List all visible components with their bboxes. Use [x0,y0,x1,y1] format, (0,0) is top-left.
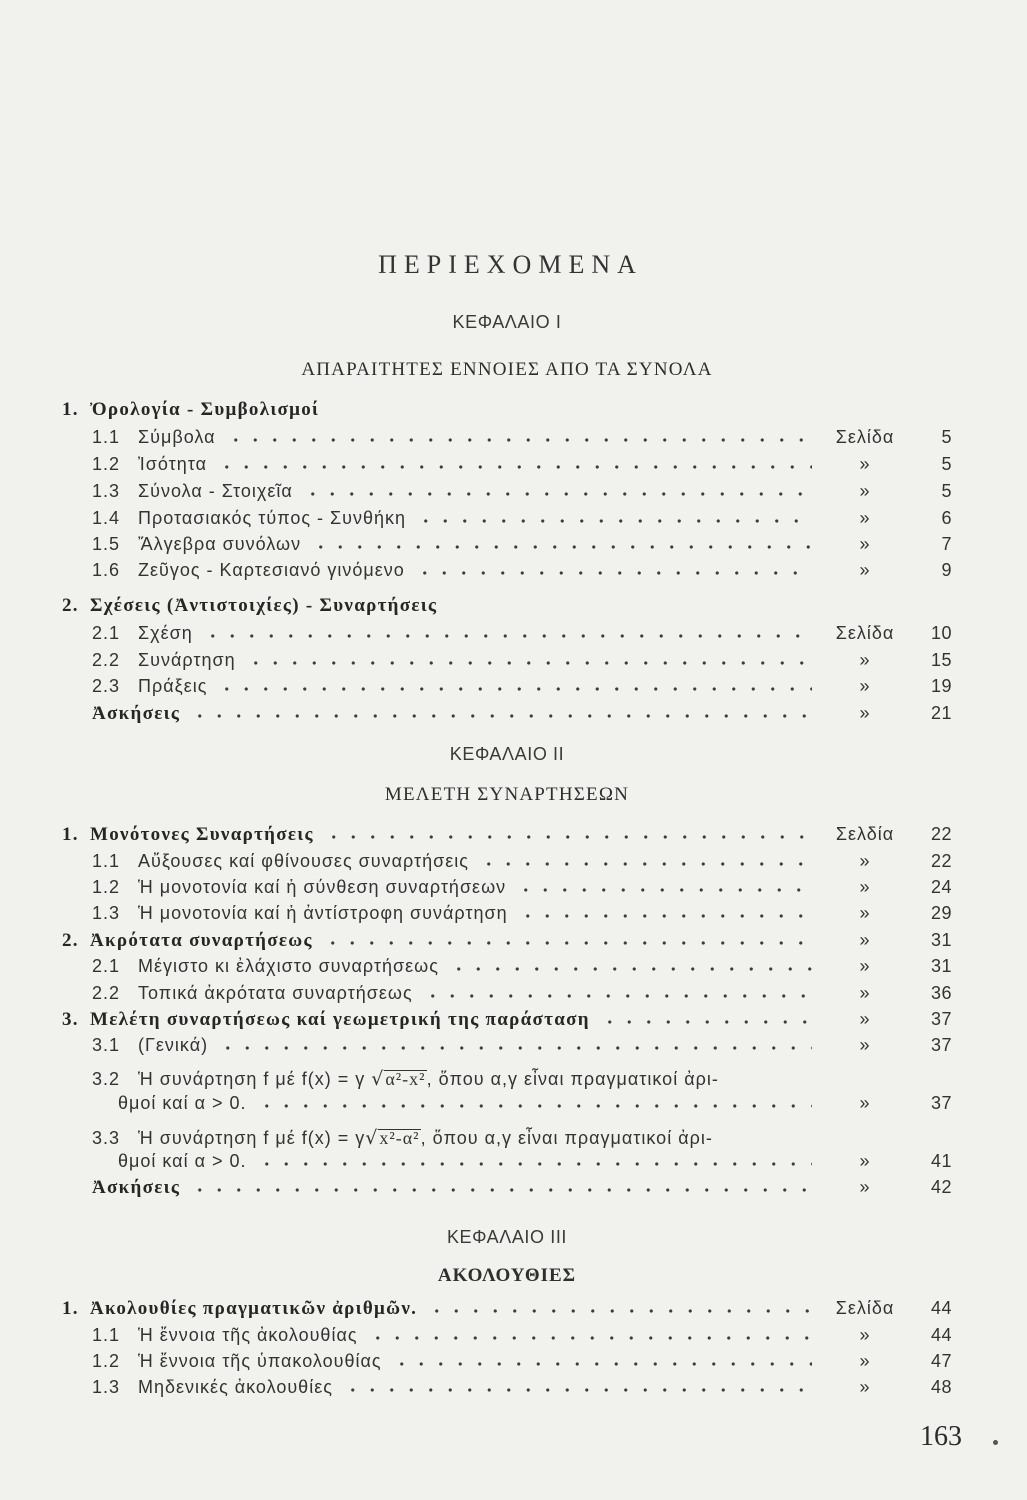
chapter-label: ΚΕΦΑΛΑΙΟ ΙΙΙ [446,1227,568,1247]
dot-leader [427,1307,812,1315]
toc-entry [92,1033,952,1057]
dot-leader [518,912,812,920]
dot-leader [415,569,812,577]
chapter-label: ΚΕΦΑΛΑΙΟ Ι [452,312,562,332]
toc-exercises [92,1175,952,1199]
entry-title: Ἄλγεβρα συνόλων [138,534,302,554]
page-number: 9 [941,560,952,580]
page-number: 22 [930,851,952,871]
page-number: 42 [930,1177,952,1197]
entry-title [138,1067,719,1091]
entry-number: 2.2 [92,983,121,1003]
page-number: 5 [941,427,952,447]
page-ref-label: » [859,676,871,696]
entry-title: Σχέση [138,623,193,643]
entry-number: 3.1 [92,1035,121,1055]
entry-title: Ζεῦγος - Καρτεσιανό γινόμενο [138,560,405,580]
entry-title: Ἰσότητα [138,454,208,474]
toc-entry [92,674,952,698]
dot-leader [257,1160,812,1168]
page-number: 36 [930,983,952,1003]
dot-leader [190,712,812,720]
entry-title: Μέγιστο κι ἐλάχιστο συναρτήσεως [138,956,439,976]
radicand: x²-α² [379,1128,420,1148]
toc-section [62,1296,952,1320]
dot-leader [218,1044,812,1052]
entry-number: 1.5 [92,534,121,554]
toc-entry [92,532,952,556]
folio-page-number: 163 [920,1421,962,1452]
radical-sign: √ [365,1127,379,1149]
toc-entry-continuation [118,1091,952,1115]
page-ref-label: » [859,903,871,923]
page-number: 19 [930,676,952,696]
page-ref-label: » [859,481,871,501]
page-number: 6 [941,508,952,528]
page-number: 5 [941,454,952,474]
page-number: 22 [930,824,952,844]
page-ref-label: » [859,534,871,554]
chapter-label: ΚΕΦΑΛΑΙΟ ΙΙ [449,744,565,764]
dot-leader [257,1102,812,1110]
page-number: 10 [930,623,952,643]
entry-title: Ἡ ἔννοια τῆς ὑπακολουθίας [138,1351,382,1371]
toc-entry-continuation [118,1149,952,1173]
toc-entry [92,1349,952,1373]
page-ref-label: » [859,877,871,897]
entry-number: 2.2 [92,650,121,670]
toc-section [62,928,952,952]
toc-entry [92,1323,952,1347]
toc-entry-formula [92,1126,952,1150]
entry-number: 1.3 [92,481,121,501]
dot-leader [323,939,812,947]
toc-entry [92,875,952,899]
entry-title: Ἡ μονοτονία καί ἡ ἀντίστροφη συνάρτηση [138,903,508,923]
entry-number: 1.2 [92,877,121,897]
toc-entry [92,648,952,672]
entry-title-continued: θμοί καί α > 0. [118,1093,247,1113]
entry-title: Πράξεις [138,676,208,696]
page-ref-label: Σελδία [835,824,895,844]
formula-suffix: , ὅπου α,γ εἶναι πραγματικοί ἀρι- [420,1128,713,1148]
entry-title: Συνάρτηση [138,650,236,670]
entry-number: 1.2 [92,454,121,474]
section-title: Ἀκολουθίες πραγματικῶν ἀριθμῶν. [90,1298,418,1319]
entry-title-continued: θμοί καί α > 0. [118,1151,247,1171]
section-title: Σχέσεις (Ἀντιστοιχίες) - Συναρτήσεις [90,595,438,616]
entry-number: 1.2 [92,1351,121,1371]
radicand: α²-x² [385,1069,426,1089]
entry-number: 1.6 [92,560,121,580]
entry-number: 2.1 [92,956,121,976]
page-ref-label: » [859,508,871,528]
page-ref-label: » [859,983,871,1003]
dot-leader [449,965,812,973]
entry-number: 1.1 [92,851,121,871]
page-number: 7 [941,534,952,554]
page-ref-label: » [859,956,871,976]
page-ref-label: » [859,560,871,580]
entry-title: Ἡ ἔννοια τῆς ἀκολουθίας [138,1325,358,1345]
page-number: 24 [930,877,952,897]
toc-entry [92,558,952,582]
entry-title [138,1126,713,1150]
dot-leader [246,659,812,667]
page-ref-label: Σελίδα [835,1298,895,1318]
dot-leader [203,632,812,640]
page-ref-label: Σελίδα [835,623,895,643]
entry-number: 1.3 [92,1377,121,1397]
page-number: 47 [930,1351,952,1371]
formula-prefix: Ἡ συνάρτηση f μέ f(x) = γ [138,1128,366,1148]
entry-title: Αὔξουσες καί φθίνουσες συναρτήσεις [138,851,469,871]
dot-leader [392,1360,812,1368]
page-ref-label: » [859,930,871,950]
dot-leader [190,1186,812,1194]
page-ref-label: » [859,1009,871,1029]
section-number: 1. [62,824,79,845]
page-ref-label: » [859,703,871,723]
page-ref-label: » [859,1035,871,1055]
section-title: Ὀρολογία - Συμβολισμοί [90,399,320,420]
toc-exercises [92,701,952,725]
exercises-title: Ἀσκήσεις [92,1177,181,1198]
page-number: 44 [930,1298,952,1318]
page-number: 37 [930,1093,952,1113]
toc-entry [92,981,952,1005]
section-number: 2. [62,595,79,616]
page-mark-dot [993,1440,998,1445]
entry-title: Προτασιακός τύπος - Συνθήκη [138,508,407,528]
section-number: 1. [62,399,79,420]
toc-section [62,398,952,422]
toc-entry [92,621,952,645]
dot-leader [303,490,812,498]
toc-entry [92,954,952,978]
section-number: 1. [62,1298,79,1319]
section-title: Ἀκρότατα συναρτήσεως [90,930,313,951]
dot-leader [416,517,812,525]
page-ref-label: » [859,1093,871,1113]
toc-entry [92,452,952,476]
entry-title: Μηδενικές ἀκολουθίες [138,1377,333,1397]
entry-number: 2.1 [92,623,121,643]
page-ref-label: » [859,454,871,474]
radical-sign: √ [371,1068,385,1090]
entry-number: 1.4 [92,508,121,528]
toc-entry [92,506,952,530]
dot-leader [217,463,812,471]
toc-entry [92,849,952,873]
page-number: 41 [930,1151,952,1171]
toc-section [62,822,952,846]
toc-entry [92,479,952,503]
page-number: 44 [930,1325,952,1345]
entry-number: 3.3 [92,1128,121,1148]
dot-leader [479,860,812,868]
page-ref-label: » [859,1351,871,1371]
page-ref-label: » [859,1151,871,1171]
page-number: 37 [930,1009,952,1029]
dot-leader [226,436,813,444]
exercises-title: Ἀσκήσεις [92,703,181,724]
entry-title: Τοπικά ἀκρότατα συναρτήσεως [138,983,413,1003]
dot-leader [423,992,812,1000]
toc-section [62,594,952,618]
dot-leader [516,886,812,894]
chapter-heading: ΑΠΑΡΑΙΤΗΤΕΣ ΕΝΝΟΙΕΣ ΑΠΟ ΤΑ ΣΥΝΟΛΑ [301,359,713,380]
formula-prefix: Ἡ συνάρτηση f μέ f(x) = γ [138,1069,372,1089]
page-ref-label: » [859,851,871,871]
page-ref-label: » [859,1377,871,1397]
entry-number: 3.2 [92,1069,121,1089]
page-number: 5 [941,481,952,501]
entry-number: 1.1 [92,427,121,447]
entry-title: Σύμβολα [138,427,216,447]
page-number: 29 [930,903,952,923]
page-ref-label: » [859,1177,871,1197]
toc-entry [92,425,952,449]
dot-leader [217,685,812,693]
page-ref-label: » [859,650,871,670]
toc-entry [92,901,952,925]
toc-section [62,1007,952,1031]
page-ref-label: » [859,1325,871,1345]
toc-entry-formula [92,1067,952,1091]
page-number: 48 [930,1377,952,1397]
dot-leader [311,543,812,551]
chapter-heading: ΑΚΟΛΟΥΘΙΕΣ [437,1265,577,1286]
entry-title: (Γενικά) [138,1035,209,1055]
section-number: 2. [62,930,79,951]
entry-title: Ἡ μονοτονία καί ἡ σύνθεση συναρτήσεων [138,877,507,897]
entry-number: 1.3 [92,903,121,923]
dot-leader [368,1334,812,1342]
page-number: 37 [930,1035,952,1055]
dot-leader [343,1386,812,1394]
toc-entry [92,1375,952,1399]
chapter-heading: ΜΕΛΕΤΗ ΣΥΝΑΡΤΗΣΕΩΝ [384,784,630,805]
section-number: 3. [62,1009,79,1030]
page-ref-label: Σελίδα [835,427,895,447]
entry-number: 2.3 [92,676,121,696]
page-number: 15 [930,650,952,670]
section-title: Μονότονες Συναρτήσεις [90,824,314,845]
page-number: 31 [930,930,952,950]
dot-leader [324,833,812,841]
entry-title: Σύνολα - Στοιχεῖα [138,481,293,501]
page-number: 21 [930,703,952,723]
dot-leader [600,1018,812,1026]
section-title: Μελέτη συναρτήσεως καί γεωμετρική της παράσταση [90,1009,590,1030]
entry-number: 1.1 [92,1325,121,1345]
contents-title: ΠΕΡΙΕΧΟΜΕΝΑ [378,250,643,279]
page-number: 31 [930,956,952,976]
formula-suffix: , ὅπου α,γ εἶναι πραγματικοί ἀρι- [426,1069,719,1089]
